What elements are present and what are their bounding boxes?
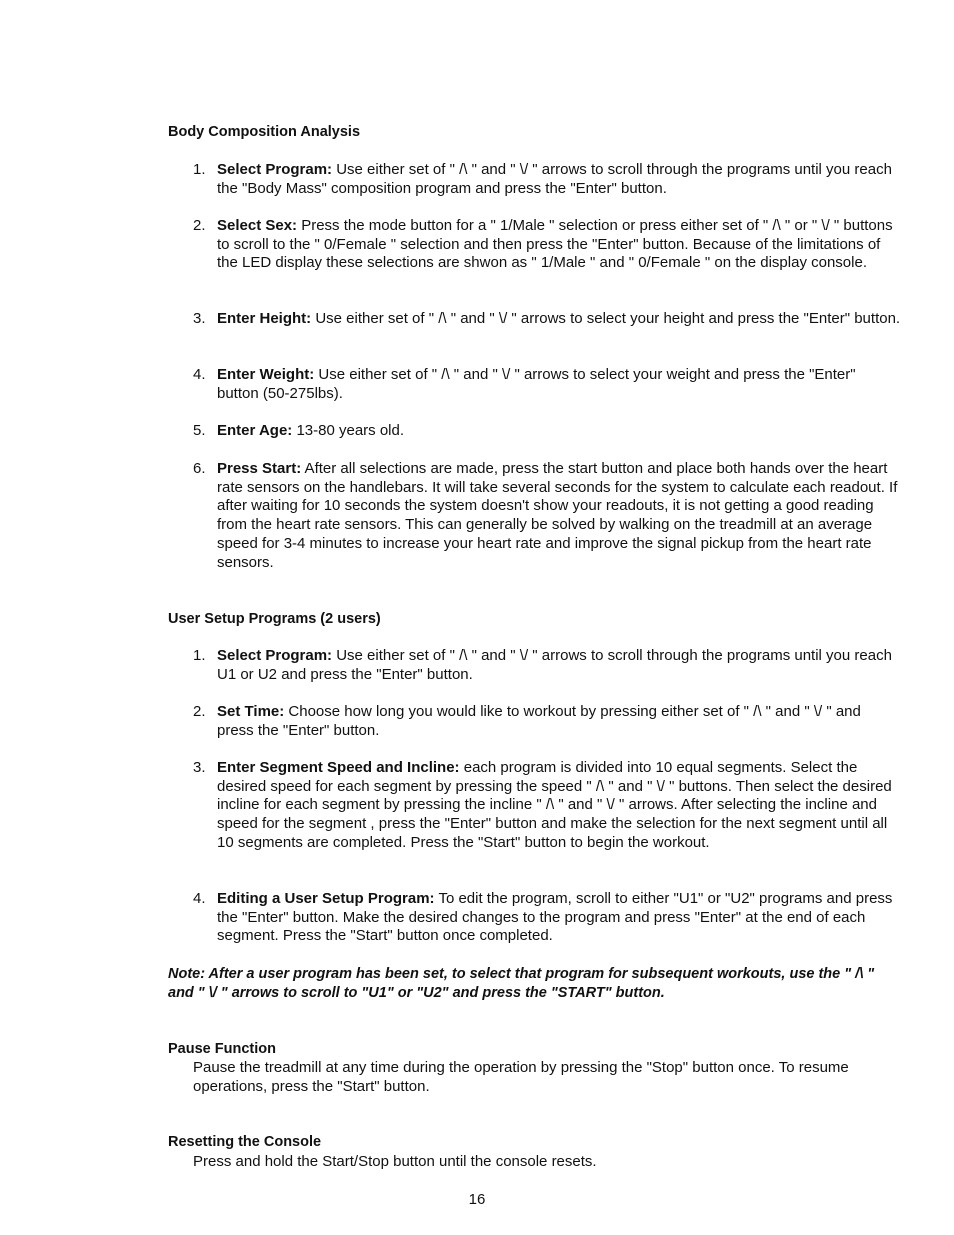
item-number: 1. (193, 161, 206, 178)
item-number: 3. (193, 759, 206, 776)
item-label: Enter Height: (217, 310, 312, 327)
reset-description: Press and hold the Start/Stop button until the console resets. (193, 1153, 597, 1170)
item-number: 6. (193, 460, 206, 477)
item-number: 1. (193, 647, 206, 664)
pause-description: Pause the treadmill at any time during the operation by pressing the "Stop" button once. To resume operations, press the "Start" button. (193, 1059, 849, 1095)
item-number: 5. (193, 422, 206, 439)
item-text: After all selections are made, press the start button and place both hands over the heart rate sensors on the handlebars. It will take several seconds for the system to calculate each readout. If after waiting for 10 seconds the system doesn't show your readouts, it is not getting a good reading from the heart rate sensors. This can generally be solved by walking on the treadmill at an average speed for 3-4 minutes to increase your heart rate and improve the signal pickup from the heart rate sensors. (217, 460, 898, 571)
item-label: Set Time: (217, 703, 285, 720)
item-label: Select Sex: (217, 217, 298, 234)
item-number: 3. (193, 310, 206, 327)
item-text: Choose how long you would like to workout by pressing either set of " /\ " and " \/ " and press the "Enter" button. (217, 703, 861, 739)
item-label: Enter Weight: (217, 366, 315, 383)
item-label: Press Start: (217, 460, 302, 477)
item-number: 2. (193, 217, 206, 234)
item-text: each program is divided into 10 equal segments. Select the desired speed for each segment by pressing the speed " /\ " and " \/ " buttons. Then select the desired incline for each segment by pressing the incline " /\ " and " \/ " arrows. After selecting the incline and speed for the segment , press the "Enter" button and make the selection for the next segment until all 10 segments are completed. Press the "Start" button to begin the workout. (217, 759, 892, 851)
note-text: Note: After a user program has been set, to select that program for subsequent workouts, use the " /\ " and " \/ " arrows to scroll to "U1" or "U2" and press the "START" button. (168, 966, 875, 1001)
list-item (193, 460, 901, 572)
item-text: 13-80 years old. (292, 422, 405, 439)
list-item (193, 161, 901, 198)
section-title-pause: Pause Function (168, 1041, 276, 1057)
item-label: Select Program: (217, 161, 333, 178)
list-item (193, 422, 901, 441)
item-number: 4. (193, 366, 206, 383)
list-item (193, 890, 901, 946)
item-text: To edit the program, scroll to either "U1" or "U2" programs and press the "Enter" button. Make the desired changes to the program and press "Enter" at the end of each segment. Press the "Start" button once completed. (217, 890, 893, 945)
section-title-body-composition: Body Composition Analysis (168, 124, 361, 140)
item-label: Enter Segment Speed and Incline: (217, 759, 460, 776)
item-label: Select Program: (217, 647, 333, 664)
item-label: Enter Age: (217, 422, 293, 439)
item-number: 2. (193, 703, 206, 720)
page-number: 16 (468, 1191, 486, 1208)
list-item (193, 217, 901, 273)
item-number: 4. (193, 890, 206, 907)
list-item (193, 366, 901, 403)
list-item (193, 647, 901, 684)
section-title-user-setup: User Setup Programs (2 users) (168, 611, 381, 627)
list-item (193, 703, 901, 740)
list-item (193, 759, 901, 853)
item-text: Press the mode button for a " 1/Male " selection or press either set of " /\ " or " \/ " buttons to scroll to the " 0/Female " selection and then press the "Enter" button. Because of the limitations of the LED display these selections are shwon as " 1/Male " and " 0/Female " on the display console. (217, 217, 893, 272)
item-text: Use either set of " /\ " and " \/ " arrows to select your weight and press the "Enter" button (50-275lbs). (217, 366, 856, 402)
list-item (193, 310, 901, 329)
item-label: Editing a User Setup Program: (217, 890, 435, 907)
item-text: Use either set of " /\ " and " \/ " arrows to select your height and press the "Enter" button. (311, 310, 901, 327)
item-text: Use either set of " /\ " and " \/ " arrows to scroll through the programs until you reach U1 or U2 and press the "Enter" button. (217, 647, 892, 683)
section-title-reset: Resetting the Console (168, 1134, 322, 1150)
item-text: Use either set of " /\ " and " \/ " arrows to scroll through the programs until you reach the "Body Mass" composition program and press the "Enter" button. (217, 161, 892, 197)
